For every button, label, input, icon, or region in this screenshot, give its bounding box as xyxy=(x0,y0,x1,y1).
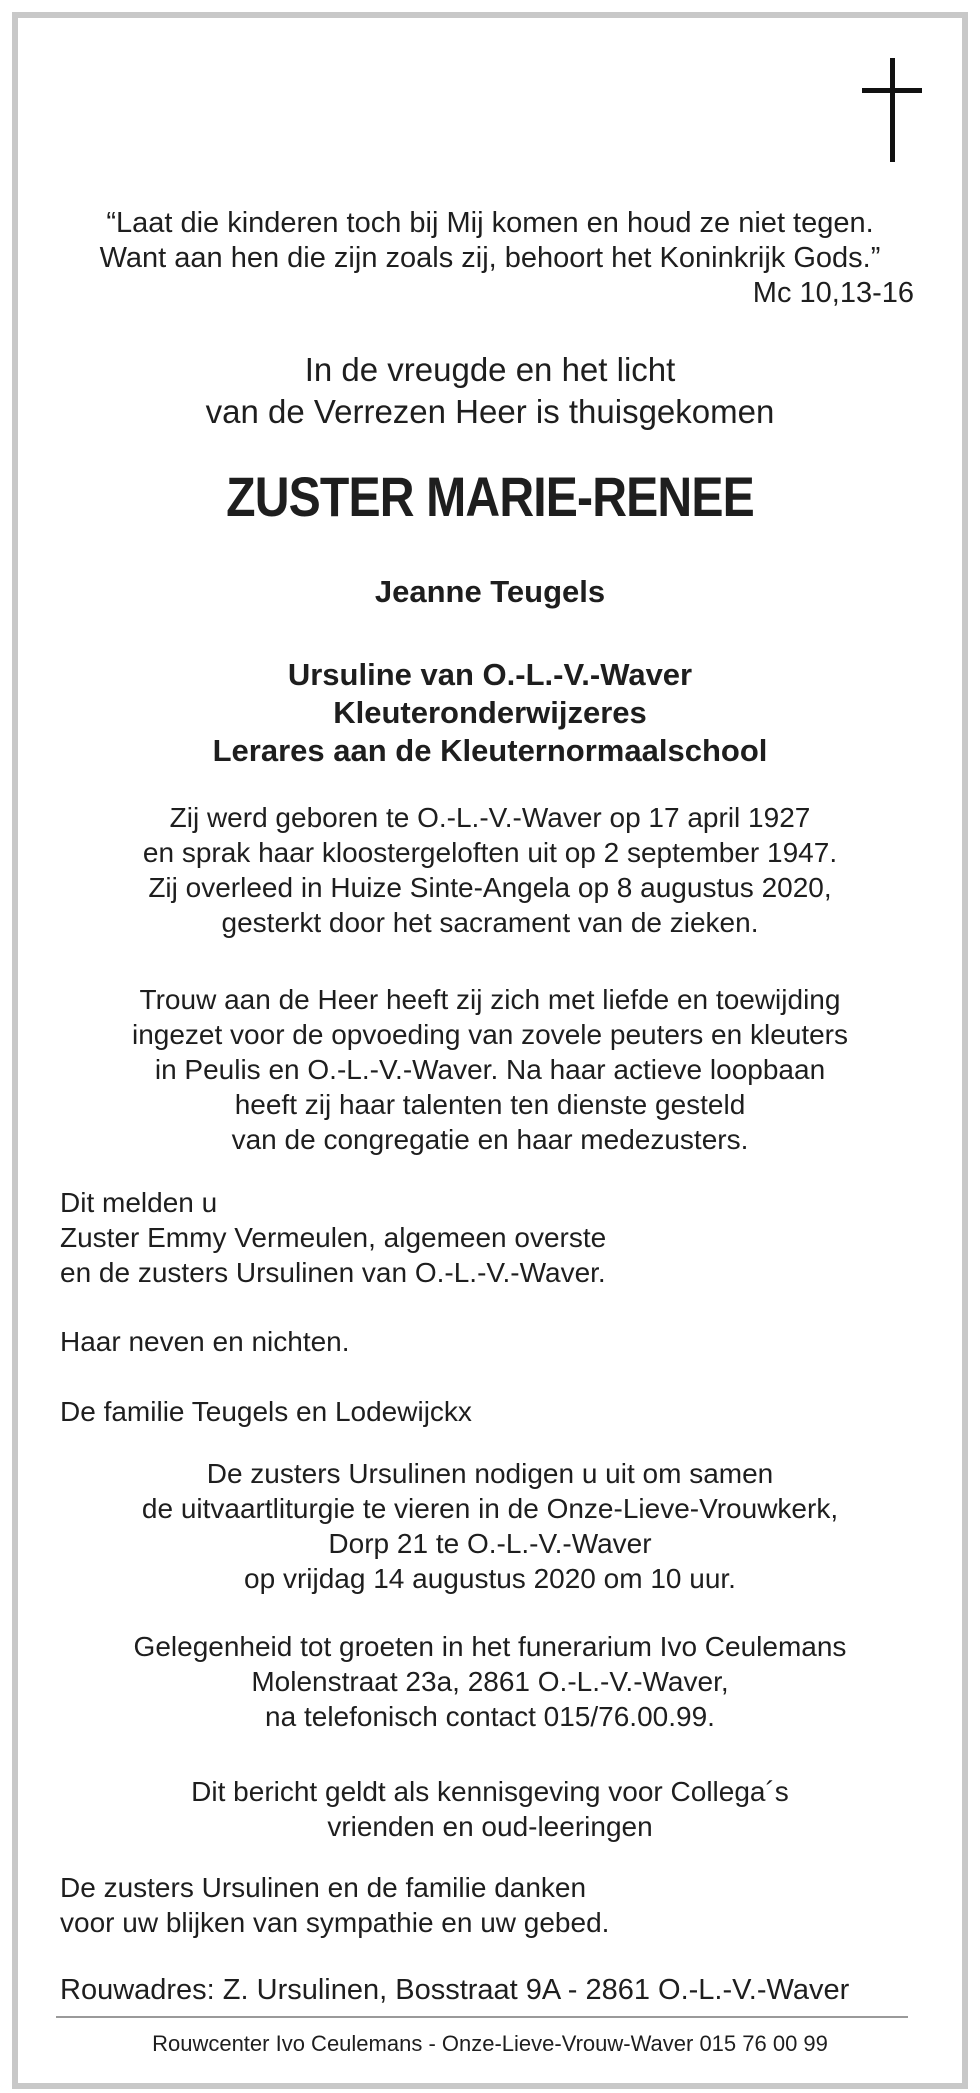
visitation-details: Gelegenheid tot groeten in het funerarium Ivo Ceulemans Molenstraat 23a, 2861 O.-L.-V.-Waver, na telefonisch contact 015/76.00.99. xyxy=(133,1631,847,1732)
biography: Zij werd geboren te O.-L.-V.-Waver op 17 april 1927 en sprak haar kloostergeloften uit op 2 september 1947. Zij overleed in Huize Sinte-Angela op 8 augustus 2020, gesterkt door het sacrament van de zieken. xyxy=(142,802,838,938)
tribute: Trouw aan de Heer heeft zij zich met liefde en toewijding ingezet voor de opvoeding van zovele peuters en kleuters in Peulis en O.-L.-V.-Waver. Na haar actieve loopbaan heeft zij haar talenten ten dienste gesteld van de congregatie en haar medezusters. xyxy=(131,984,849,1155)
quote-reference: Mc 10,13-16 xyxy=(752,277,914,309)
bible-quote xyxy=(0,206,980,309)
announcers: Dit melden u Zuster Emmy Vermeulen, algemeen overste en de zusters Ursulinen van O.-L.-V.-Waver. xyxy=(60,1187,607,1288)
relatives: Haar neven en nichten. xyxy=(60,1326,350,1357)
intro-text: In de vreugde en het licht van de Verrezen Heer is thuisgekomen xyxy=(205,351,775,430)
quote-line: Want aan hen die zijn zoals zij, behoort het Koninkrijk Gods.” xyxy=(99,242,881,274)
funeral-details: De zusters Ursulinen nodigen u uit om samen de uitvaartliturgie te vieren in de Onze-Lieve-Vrouwkerk, Dorp 21 te O.-L.-V.-Waver op vrijdag 14 augustus 2020 om 10 uur. xyxy=(141,1458,839,1594)
notice-text: Dit bericht geldt als kennisgeving voor Collega´s vrienden en oud-leeringen xyxy=(191,1776,789,1842)
family: De familie Teugels en Lodewijckx xyxy=(60,1396,472,1427)
mourning-address: Rouwadres: Z. Ursulinen, Bosstraat 9A - 2861 O.-L.-V.-Waver xyxy=(60,1974,850,2006)
footer-funeral-home: Rouwcenter Ivo Ceulemans - Onze-Lieve-Vrouw-Waver 015 76 00 99 xyxy=(152,2031,828,2056)
divider xyxy=(56,2016,908,2018)
quote-line: “Laat die kinderen toch bij Mij komen en houd ze niet tegen. xyxy=(106,207,874,239)
thanks-text: De zusters Ursulinen en de familie danken voor uw blijken van sympathie en uw gebed. xyxy=(60,1872,610,1938)
civil-name: Jeanne Teugels xyxy=(374,574,606,609)
cross-icon xyxy=(862,58,922,162)
roles: Ursuline van O.-L.-V.-Waver Kleuteronderwijzeres Lerares aan de Kleuternormaalschool xyxy=(212,657,768,768)
deceased-name: ZUSTER MARIE-RENEE xyxy=(226,465,754,528)
